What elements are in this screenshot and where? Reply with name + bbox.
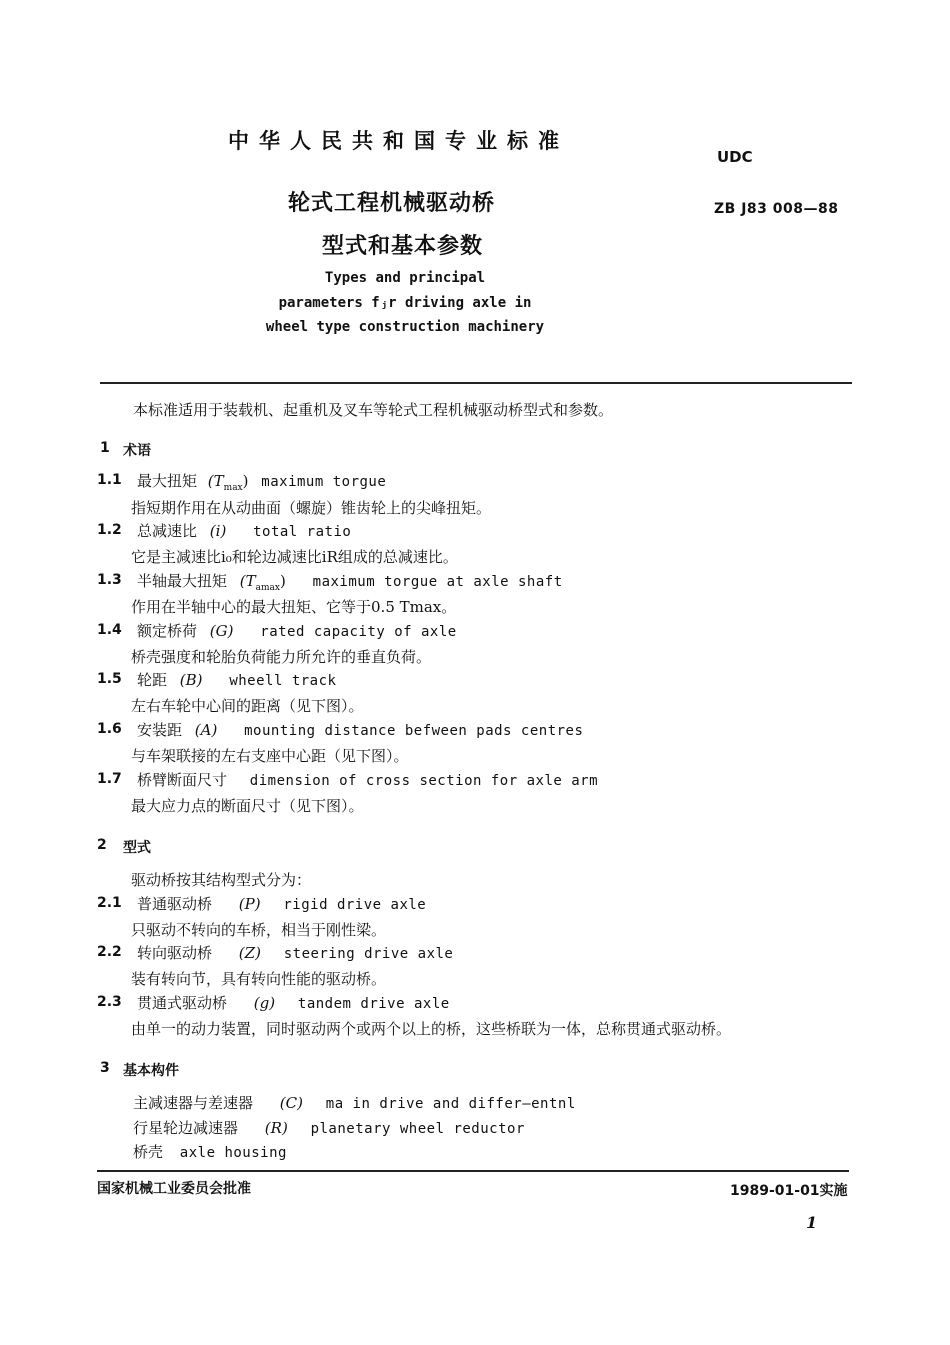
component-en: planetary wheel reductor <box>310 1121 525 1137</box>
term-en: rated capacity of axle <box>260 624 457 640</box>
clause-number: 1.5 <box>97 671 122 687</box>
clause-number: 1.7 <box>97 771 122 787</box>
clause-number: 2.3 <box>97 994 122 1010</box>
document-title-cn-line2: 型式和基本参数 <box>322 234 484 259</box>
term-definition: 桥壳强度和轮胎负荷能力所允许的垂直负荷。 <box>131 648 432 666</box>
type-cn: 贯通式驱动桥 <box>137 994 228 1012</box>
component-cn: 行星轮边减速器 <box>133 1119 239 1137</box>
scope-paragraph: 本标准适用于装载机、起重机及叉车等轮式工程机械驱动桥型式和参数。 <box>133 401 614 419</box>
term-symbol: (B) <box>179 671 203 689</box>
section-heading-components: 基本构件 <box>123 1063 179 1079</box>
clause-number: 1.2 <box>97 522 122 538</box>
term-cn: 总减速比 <box>137 522 198 540</box>
term-line <box>137 570 563 593</box>
component-symbol: (C) <box>279 1094 303 1112</box>
term-symbol-subscript: amax <box>255 583 280 593</box>
type-en: tandem drive axle <box>297 996 450 1012</box>
component-en: axle housing <box>179 1145 287 1161</box>
term-definition: 最大应力点的断面尺寸（见下图）。 <box>131 797 364 815</box>
type-line <box>137 893 426 914</box>
term-line <box>137 769 598 790</box>
type-line <box>137 992 450 1013</box>
footer-divider <box>97 1170 849 1172</box>
clause-number: 1.1 <box>97 472 122 488</box>
section-number: 3 <box>100 1060 110 1076</box>
standard-number: ZB J83 008—88 <box>714 201 839 217</box>
term-cn: 桥臂断面尺寸 <box>137 771 228 789</box>
term-en: maximum torgue at axle shaft <box>312 574 563 590</box>
clause-number: 1.4 <box>97 622 122 638</box>
term-en: total ratio <box>253 524 352 540</box>
term-cn: 额定桥荷 <box>137 622 198 640</box>
clause-number: 1.6 <box>97 721 122 737</box>
component-en: ma in drive and differ—entnl <box>325 1096 576 1112</box>
component-line <box>133 1117 525 1138</box>
section-number: 2 <box>97 837 107 853</box>
term-line <box>137 470 386 493</box>
section-heading-terms: 术语 <box>123 443 151 459</box>
component-line <box>133 1141 287 1162</box>
type-definition: 由单一的动力装置，同时驱动两个或两个以上的桥，这些桥联为一体，总称贯通式驱动桥。 <box>131 1020 732 1038</box>
section-number: 1 <box>100 440 110 456</box>
type-cn: 转向驱动桥 <box>137 944 213 962</box>
term-definition: 作用在半轴中心的最大扭矩、它等于0.5 Tmax。 <box>131 598 457 616</box>
term-en: wheell track <box>229 673 337 689</box>
term-symbol: (T <box>207 472 224 490</box>
term-definition: 它是主减速比i₀和轮边减速比iR组成的总减速比。 <box>131 548 458 566</box>
clause-number: 1.3 <box>97 572 122 588</box>
header-divider <box>100 382 852 384</box>
term-definition: 左右车轮中心间的距离（见下图）。 <box>131 697 364 715</box>
type-en: rigid drive axle <box>283 897 427 913</box>
type-definition: 只驱动不转向的车桥，相当于刚性梁。 <box>131 921 387 939</box>
term-symbol-close: ) <box>242 472 249 490</box>
type-en: steering drive axle <box>283 946 454 962</box>
udc-label: UDC <box>717 148 753 166</box>
issuing-body-title: 中华人民共和国专业标准 <box>228 129 569 153</box>
term-en: dimension of cross section for axle arm <box>249 773 599 789</box>
type-symbol: (P) <box>238 895 261 913</box>
component-cn: 桥壳 <box>133 1143 164 1161</box>
document-title-en-line2: parameters fⱼr driving axle in <box>278 295 532 311</box>
component-cn: 主减速器与差速器 <box>133 1094 254 1112</box>
section-heading-types: 型式 <box>123 840 151 856</box>
component-line <box>133 1092 576 1113</box>
term-symbol-subscript: max <box>223 483 243 493</box>
term-symbol: (A) <box>194 721 218 739</box>
term-symbol: (G) <box>209 622 234 640</box>
term-line <box>137 520 351 541</box>
term-line <box>137 669 336 690</box>
types-intro: 驱动桥按其结构型式分为： <box>131 871 312 889</box>
term-definition: 指短期作用在从动曲面（螺旋）锥齿轮上的尖峰扭矩。 <box>131 499 492 517</box>
type-definition: 装有转向节，具有转向性能的驱动桥。 <box>131 970 387 988</box>
clause-number: 2.1 <box>97 895 122 911</box>
term-en: mounting distance befween pads centres <box>244 723 584 739</box>
term-cn: 最大扭矩 <box>137 472 198 490</box>
term-cn: 半轴最大扭矩 <box>137 572 228 590</box>
type-symbol: (Z) <box>238 944 261 962</box>
component-symbol: (R) <box>264 1119 288 1137</box>
term-en: maximum torgue <box>261 474 387 490</box>
approving-authority: 国家机械工业委员会批准 <box>97 1181 251 1197</box>
term-cn: 安装距 <box>137 721 183 739</box>
clause-number: 2.2 <box>97 944 122 960</box>
page-number: 1 <box>806 1213 818 1232</box>
effective-date: 1989-01-01实施 <box>730 1183 848 1199</box>
document-title-en-line1: Types and principal <box>324 270 486 286</box>
document-title-cn-line1: 轮式工程机械驱动桥 <box>288 191 496 216</box>
type-line <box>137 942 453 963</box>
term-definition: 与车架联接的左右支座中心距（见下图）。 <box>131 747 409 765</box>
term-symbol-close: ) <box>280 572 286 590</box>
term-line <box>137 719 583 740</box>
type-symbol: (g) <box>253 994 276 1012</box>
term-line <box>137 620 457 641</box>
term-cn: 轮距 <box>137 671 168 689</box>
term-symbol: (i) <box>209 522 227 540</box>
term-symbol: (T <box>239 572 256 590</box>
document-title-en-line3: wheel type construction machinery <box>265 319 545 335</box>
type-cn: 普通驱动桥 <box>137 895 213 913</box>
